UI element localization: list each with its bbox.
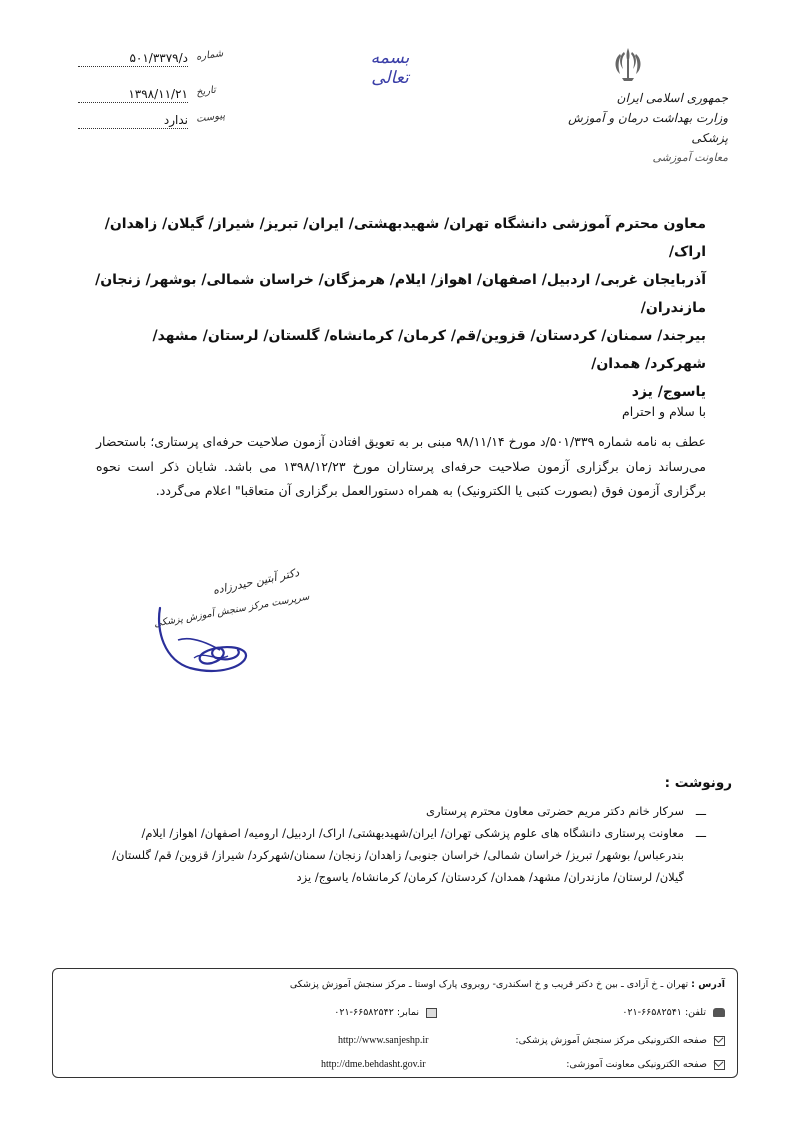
- cc-title: رونوشت :: [664, 775, 732, 791]
- body-paragraph: عطف به نامه شماره ۵۰۱/۳۳۹/د مورخ ۹۸/۱۱/۱۴ مبنی بر به تعویق افتادن آزمون صلاحیت حرفه‌ای پرستاری؛ باستحضار می‌رساند زمان برگزاری آزمون صلاحیت حرفه‌ای پرستاران مورخ ۱۳۹۸/۱۲/۲۳ می باشد. شایان ذکر است نحوه برگزاری آزمون فوق (بصورت کتبی یا الکترونیک) به همراه دستورالعمل برگزاری آن متعاقبا" اعلام می‌گردد.: [96, 434, 707, 498]
- site1-link[interactable]: http://www.sanjeshp.ir: [338, 1035, 429, 1046]
- signatory-title: سرپرست مرکز سنجش آموزش پزشکی: [152, 591, 310, 630]
- letter-date-value: ۱۳۹۸/۱۱/۲۱: [78, 86, 188, 103]
- fax-number: ۶۶۵۸۲۵۴۲-۰۲۱: [334, 1007, 394, 1018]
- cc-item: ـــ معاونت پرستاری دانشگاه های علوم پزشکی تهران/ ایران/شهیدبهشتی/ اراک/ اردبیل/ ارومیه/ اصفهان/ اهواز/ ایلام/ بندرعباس/ بوشهر/ تبریز/ خراسان شمالی/ خراسان جنوبی/ زاهدان/ زنجان/ سمنان/شهرکرد/ شیراز/ قزوین/ قم/ گلستان/ گیلان/ لرستان/ مازندران/ مشهد/ همدان/ کردستان/ کرمان/ کرمانشاه/ یاسوج/ یزد: [96, 822, 706, 888]
- addressee-line: بیرجند/ سمنان/ کردستان/ قزوین/قم/ کرمان/ کرمانشاه/ گلستان/ لرستان/ مشهد/ شهرکرد/ همدان/: [152, 328, 706, 372]
- addressee-line: یاسوج/ یزد: [631, 384, 706, 400]
- letter-attachment-label: پیوست: [195, 110, 226, 125]
- org-line-country: جمهوری اسلامی ایران: [616, 91, 728, 105]
- fax-label: نمابر:: [396, 1007, 419, 1018]
- mail-icon: [714, 1060, 725, 1070]
- site2-link[interactable]: http://dme.behdasht.gov.ir: [321, 1059, 426, 1070]
- org-line-deputy: معاونت آموزشی: [652, 151, 728, 164]
- letter-number-label: شماره: [195, 48, 224, 63]
- footer-address-row: [290, 979, 725, 990]
- addressee-line: آذربایجان غربی/ اردبیل/ اصفهان/ اهواز/ ایلام/ هرمزگان/ خراسان شمالی/ بوشهر/ زنجان/ مازندران/: [95, 272, 706, 316]
- letter-attachment-row: [78, 112, 238, 132]
- dash-icon: ـــ: [695, 804, 706, 818]
- footer-fax-row: [334, 1007, 437, 1018]
- site1-label: صفحه الکترونیکی مرکز سنجش آموزش پزشکی:: [515, 1035, 707, 1046]
- phone-number: ۶۶۵۸۲۵۴۱-۰۲۱: [622, 1007, 682, 1018]
- letter-number-row: [78, 50, 238, 70]
- org-line-ministry: وزارت بهداشت درمان و آموزش پزشکی: [568, 111, 728, 145]
- mail-icon: [714, 1036, 725, 1046]
- addressee-block: [92, 210, 706, 406]
- dash-icon: ـــ: [695, 826, 706, 840]
- site2-label: صفحه الکترونیکی معاونت آموزشی:: [566, 1059, 707, 1070]
- footer-box: [52, 968, 738, 1078]
- letter-date-label: تاریخ: [195, 84, 217, 99]
- handwritten-signature-icon: [150, 600, 260, 680]
- footer-phone-row: [622, 1007, 725, 1018]
- signature-block: [150, 566, 310, 675]
- address-text: تهران ـ خ آزادی ـ بین خ دکتر قریب و خ اسکندری- روبروی پارک اوستا ـ مرکز سنجش آموزش پزشکی: [289, 979, 689, 990]
- footer-site2-row: [566, 1059, 725, 1070]
- greeting: با سلام و احترام: [622, 404, 706, 419]
- letter-number-value: د/۵۰۱/۳۳۷۹: [78, 50, 188, 67]
- cc-list: [96, 800, 706, 888]
- iran-emblem-icon: [610, 44, 646, 84]
- phone-icon: [713, 1008, 725, 1017]
- phone-label: تلفن:: [684, 1007, 706, 1018]
- address-label: آدرس :: [691, 979, 725, 990]
- signatory-name: دکتر آبتین حیدرزاده: [211, 566, 301, 597]
- letter-date-row: [78, 86, 238, 106]
- cc-item: ـــ سرکار خانم دکتر مریم حضرتی معاون محترم پرستاری: [96, 800, 706, 822]
- footer-site1-row: [515, 1035, 725, 1046]
- bismillah-heading: بسمه تعالی: [370, 48, 410, 88]
- fax-icon: [426, 1008, 437, 1018]
- letter-attachment-value: ندارد: [78, 112, 188, 129]
- ministry-logo-block: [528, 44, 728, 174]
- addressee-line: معاون محترم آموزشی دانشگاه تهران/ شهیدبهشتی/ ایران/ تبریز/ شیراز/ گیلان/ زاهدان/ اراک/: [104, 216, 706, 260]
